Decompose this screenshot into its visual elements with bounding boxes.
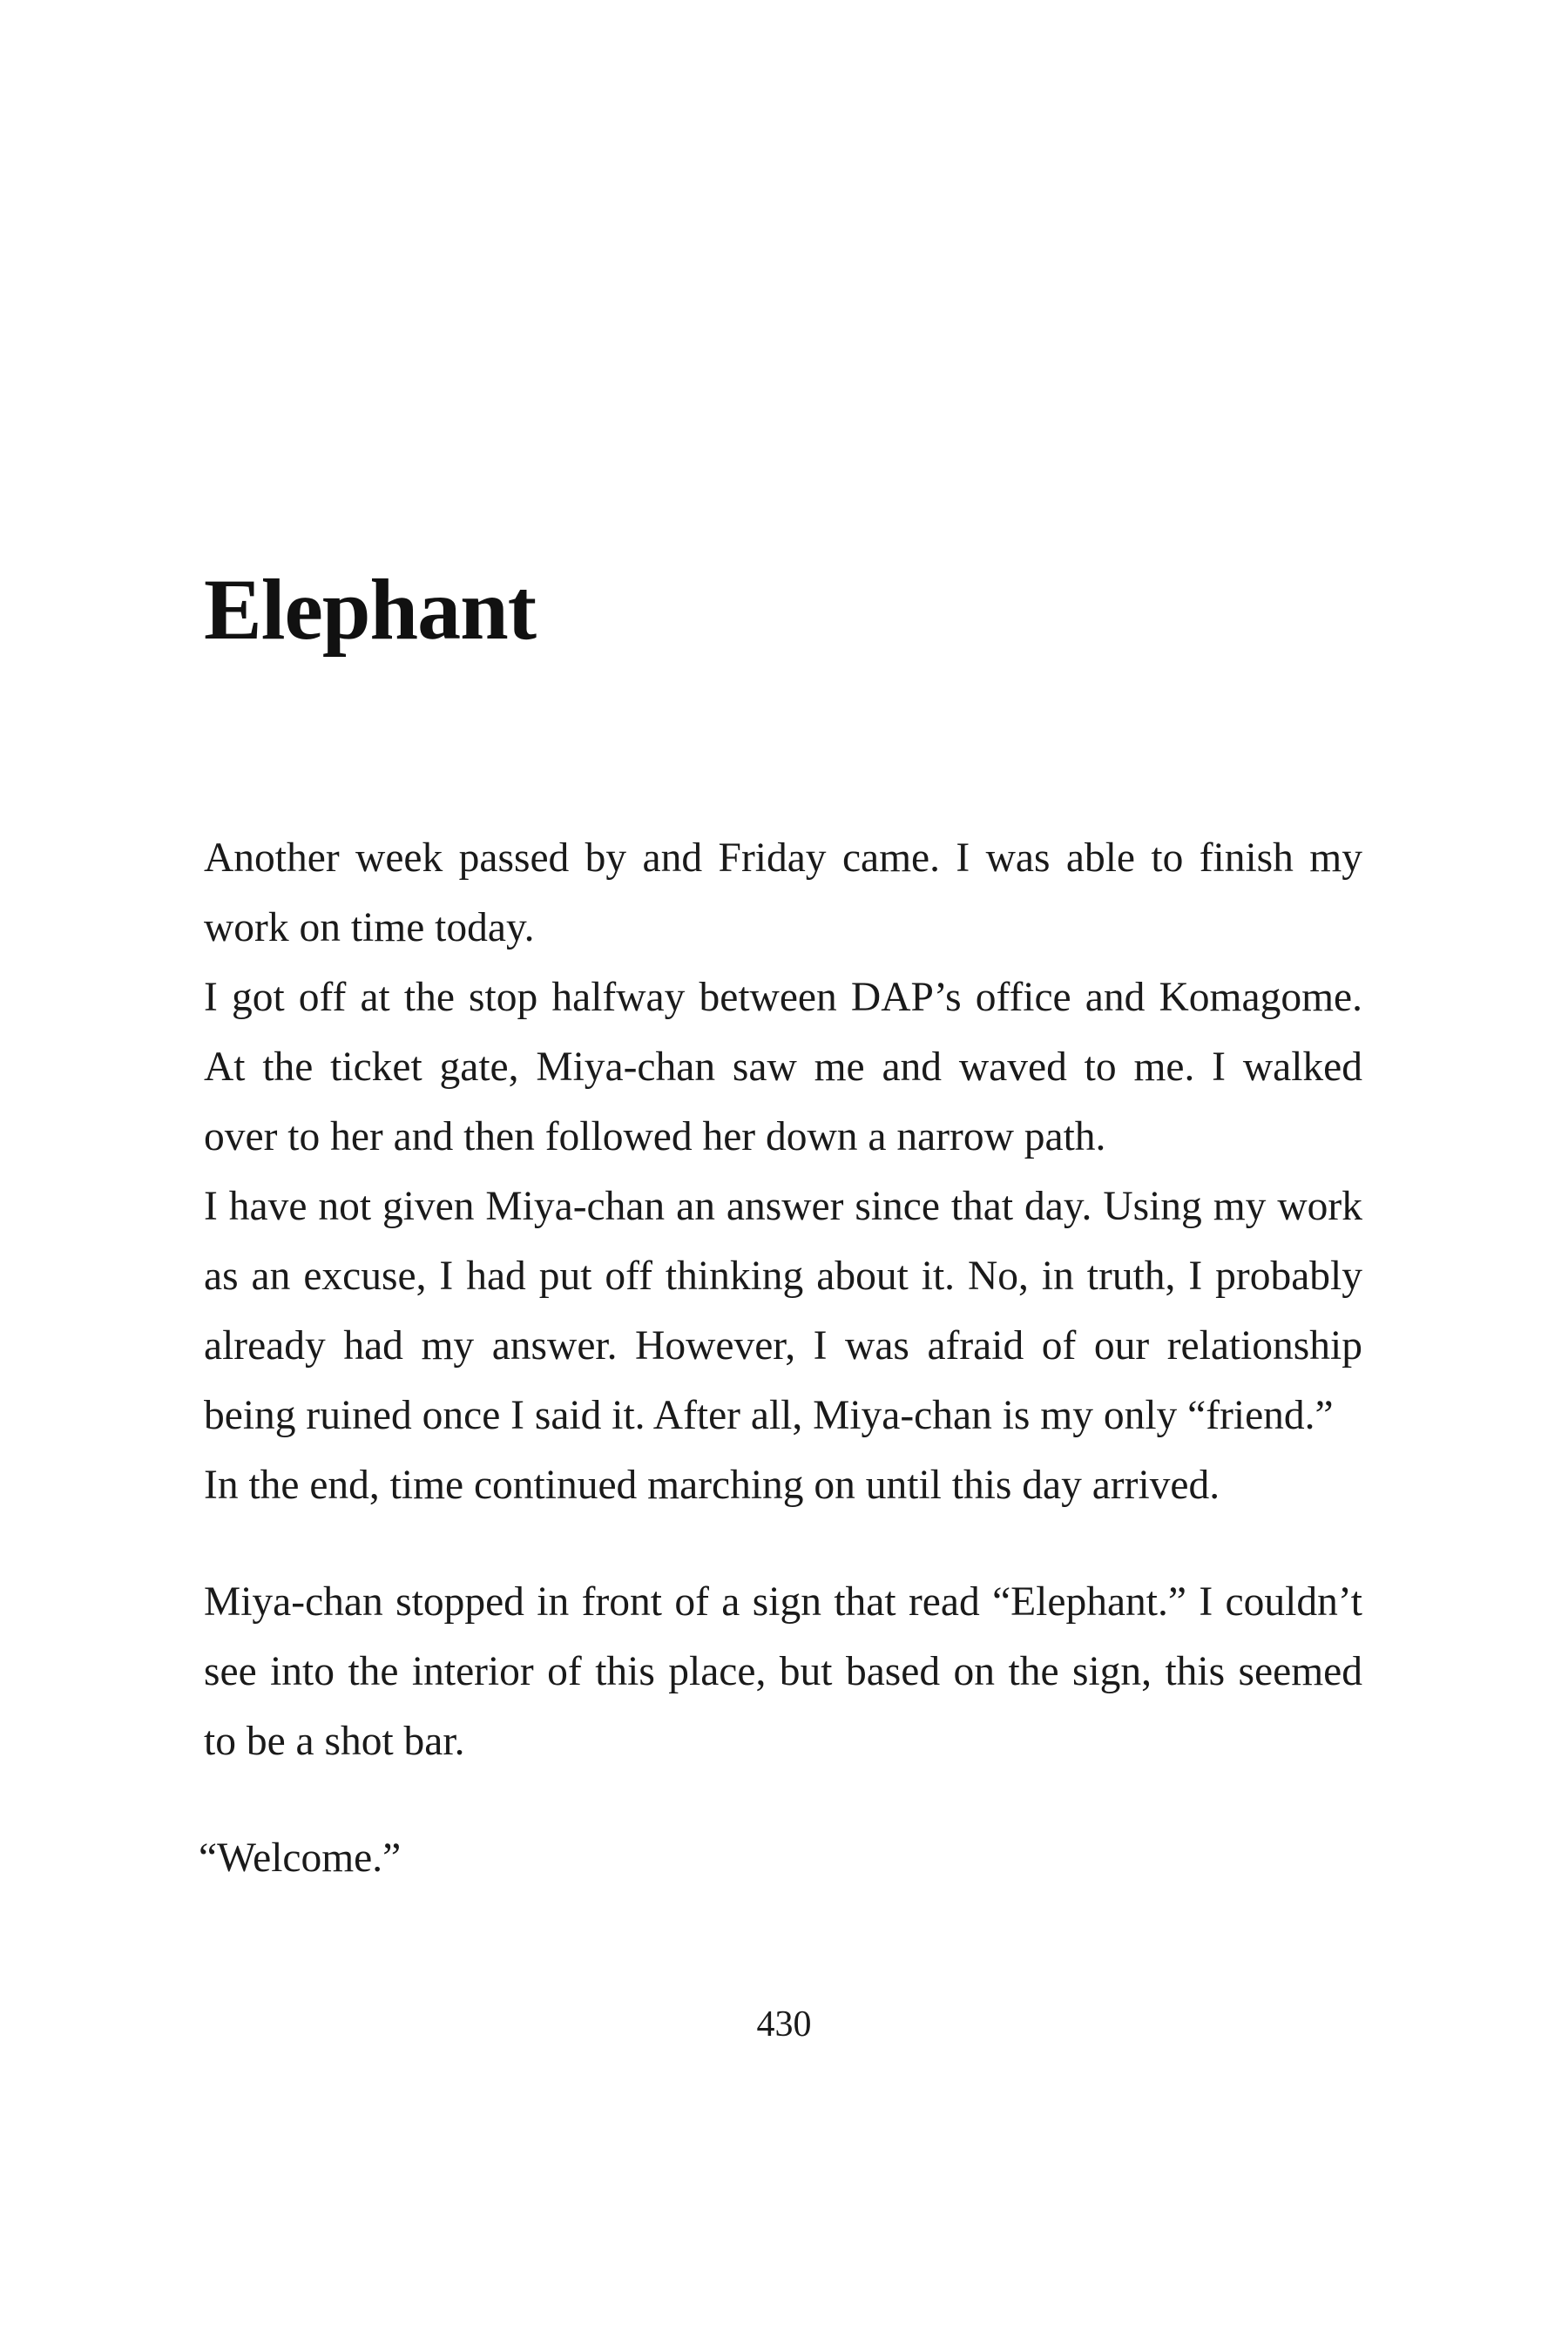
- paragraph: I have not given Miya-chan an answer since that day. Using my work as an excuse, I had put off thinking about it. No, in truth, I probably already had my answer. However, I was afraid of our relationship being ruined once I said it. After all, Miya-chan is my only “friend.”: [204, 1184, 1362, 1438]
- paragraph: Another week passed by and Friday came. I was able to finish my work on time today.: [204, 835, 1362, 950]
- paragraph: Miya-chan stopped in front of a sign that read “Elephant.” I couldn’t see into the interior of this place, but based on the sign, this seemed to be a shot bar.: [204, 1579, 1362, 1764]
- page-number: 430: [756, 2004, 812, 2044]
- paragraph: I got off at the stop halfway between DAP’s office and Komagome. At the ticket gate, Miya-chan saw me and waved to me. I walked over to her and then followed her down a narrow path.: [204, 975, 1362, 1159]
- paragraph: In the end, time continued marching on until this day arrived.: [204, 1463, 1220, 1508]
- chapter-title: Elephant: [204, 561, 537, 658]
- dialogue-line: “Welcome.”: [199, 1835, 402, 1881]
- body-text: [199, 823, 1362, 1893]
